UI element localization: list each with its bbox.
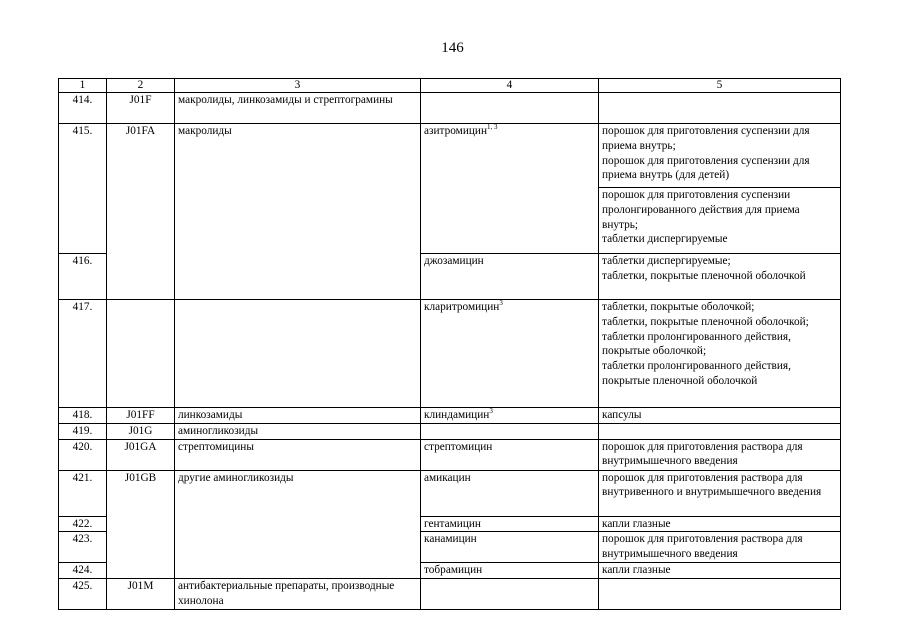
row-number: 422. bbox=[59, 516, 107, 532]
col-header-2: 2 bbox=[107, 79, 175, 93]
dosage-form-line: таблетки диспергируемые bbox=[602, 233, 728, 246]
row-number: 414. bbox=[59, 93, 107, 124]
atc-code: J01M bbox=[107, 579, 175, 610]
dosage-form-line: порошок для приготовления суспензии для приема внутрь (для детей) bbox=[602, 154, 810, 182]
dosage-form bbox=[599, 300, 841, 408]
table-row bbox=[59, 423, 841, 439]
drug-name-empty bbox=[421, 579, 599, 610]
dosage-form: капли глазные bbox=[599, 563, 841, 579]
row-number: 416. bbox=[59, 254, 107, 300]
pharm-group: стрептомицины bbox=[175, 439, 421, 470]
dosage-form: порошок для приготовления раствора для внутримышечного введения bbox=[599, 439, 841, 470]
atc-code: J01GB bbox=[107, 470, 175, 579]
row-number: 419. bbox=[59, 423, 107, 439]
dosage-form-line: таблетки, покрытые оболочкой; bbox=[602, 301, 755, 313]
row-number: 425. bbox=[59, 579, 107, 610]
footnote-mark: 1, 3 bbox=[487, 123, 498, 132]
header-row bbox=[59, 79, 841, 93]
drug-name bbox=[421, 408, 599, 424]
table-row bbox=[59, 579, 841, 610]
atc-code-empty bbox=[107, 300, 175, 408]
row-number: 415. bbox=[59, 124, 107, 254]
drug-table bbox=[58, 78, 841, 610]
table-row bbox=[59, 124, 841, 188]
dosage-form-empty bbox=[599, 93, 841, 124]
col-header-5: 5 bbox=[599, 79, 841, 93]
pharm-group: другие аминогликозиды bbox=[175, 470, 421, 579]
dosage-form bbox=[599, 254, 841, 300]
pharm-group: макролиды bbox=[175, 124, 421, 300]
dosage-form: порошок для приготовления раствора для внутривенного и внутримышечного введения bbox=[599, 470, 841, 516]
dosage-form-empty bbox=[599, 579, 841, 610]
atc-code: J01GA bbox=[107, 439, 175, 470]
drug-name: джозамицин bbox=[421, 254, 599, 300]
row-number: 424. bbox=[59, 563, 107, 579]
table-row bbox=[59, 300, 841, 408]
drug-name: канамицин bbox=[421, 532, 599, 563]
pharm-group: антибактериальные препараты, производные хинолона bbox=[175, 579, 421, 610]
drug-name bbox=[421, 124, 599, 254]
dosage-form: порошок для приготовления раствора для внутримышечного введения bbox=[599, 532, 841, 563]
drug-name-text: кларитромицин bbox=[424, 301, 500, 313]
dosage-form bbox=[599, 124, 841, 188]
drug-name bbox=[421, 300, 599, 408]
drug-name: стрептомицин bbox=[421, 439, 599, 470]
dosage-form-line: таблетки пролонгированного действия, покрытые пленочной оболочкой bbox=[602, 360, 791, 387]
page-number: 146 bbox=[441, 40, 464, 56]
drug-name-empty bbox=[421, 423, 599, 439]
pharm-group: макролиды, линкозамиды и стрептограмины bbox=[175, 93, 421, 124]
pharm-group: линкозамиды bbox=[175, 408, 421, 424]
dosage-form-line: порошок для приготовления суспензии для приема внутрь; bbox=[602, 125, 810, 152]
drug-name: гентамицин bbox=[421, 516, 599, 532]
dosage-form-line: таблетки, покрытые пленочной оболочкой bbox=[602, 269, 806, 282]
dosage-form bbox=[599, 188, 841, 254]
atc-code: J01F bbox=[107, 93, 175, 124]
row-number: 420. bbox=[59, 439, 107, 470]
col-header-3: 3 bbox=[175, 79, 421, 93]
row-number: 421. bbox=[59, 470, 107, 516]
footnote-mark: 3 bbox=[499, 299, 503, 308]
row-number: 417. bbox=[59, 300, 107, 408]
drug-name-text: клиндамицин bbox=[424, 409, 490, 421]
dosage-form-line: таблетки диспергируемые; bbox=[602, 255, 731, 267]
pharm-group-empty bbox=[175, 300, 421, 408]
col-header-4: 4 bbox=[421, 79, 599, 93]
dosage-form-line: таблетки, покрытые пленочной оболочкой; bbox=[602, 315, 809, 328]
atc-code: J01G bbox=[107, 423, 175, 439]
table-row bbox=[59, 93, 841, 124]
col-header-1: 1 bbox=[59, 79, 107, 93]
row-number: 423. bbox=[59, 532, 107, 563]
dosage-form-line: таблетки пролонгированного действия, покрытые оболочкой; bbox=[602, 330, 791, 358]
table-row bbox=[59, 470, 841, 516]
atc-code: J01FF bbox=[107, 408, 175, 424]
drug-name-text: азитромицин bbox=[424, 125, 488, 137]
pharm-group: аминогликозиды bbox=[175, 423, 421, 439]
table-row bbox=[59, 439, 841, 470]
table-row bbox=[59, 408, 841, 424]
dosage-form: капсулы bbox=[599, 408, 841, 424]
footnote-mark: 3 bbox=[489, 407, 493, 416]
dosage-form-empty bbox=[599, 423, 841, 439]
row-number: 418. bbox=[59, 408, 107, 424]
dosage-form-line: порошок для приготовления суспензии пролонгированного действия для приема внутрь; bbox=[602, 189, 800, 231]
drug-name: амикацин bbox=[421, 470, 599, 516]
atc-code: J01FA bbox=[107, 124, 175, 300]
drug-name: тобрамицин bbox=[421, 563, 599, 579]
drug-name-empty bbox=[421, 93, 599, 124]
dosage-form: капли глазные bbox=[599, 516, 841, 532]
